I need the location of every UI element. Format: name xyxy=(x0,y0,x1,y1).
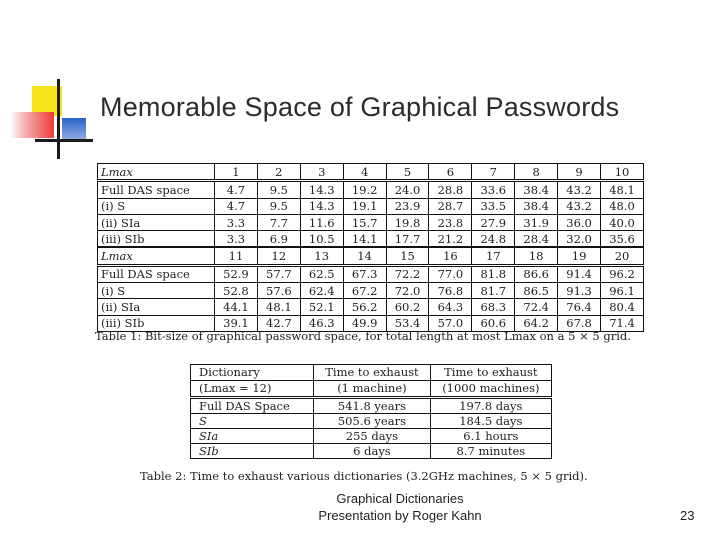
t2-header-1machine-sub: (1 machine) xyxy=(314,381,431,398)
t1-cell: 14.3 xyxy=(300,181,343,198)
t1-cell: 36.0 xyxy=(558,214,601,230)
t1-cell: 19.1 xyxy=(343,198,386,214)
t1-cell: 19.8 xyxy=(386,214,429,230)
table-row xyxy=(98,198,644,214)
page-number: 23 xyxy=(680,508,695,523)
t1-cell: 23.9 xyxy=(386,198,429,214)
table-row xyxy=(98,299,644,315)
t1-cell: 68.3 xyxy=(472,299,515,315)
t1-header-lmax: Lmax xyxy=(98,164,215,181)
t1-cell: 67.2 xyxy=(343,283,386,299)
t1-row-label: Full DAS space xyxy=(98,181,215,198)
t1-cell: 52.9 xyxy=(215,265,258,282)
t2-row-label: SIa xyxy=(191,429,314,444)
t1-cell: 86.5 xyxy=(515,283,558,299)
t1-cell: 38.4 xyxy=(515,181,558,198)
t1-cell: 62.4 xyxy=(300,283,343,299)
t1-cell: 38.4 xyxy=(515,198,558,214)
table-row xyxy=(98,265,644,282)
t1-cell: 72.2 xyxy=(386,265,429,282)
t1-header-length: 18 xyxy=(515,247,558,265)
exhaust-time-table xyxy=(190,364,552,459)
t1-cell: 23.8 xyxy=(429,214,472,230)
t1-header-length: 3 xyxy=(300,164,343,181)
t1-header-length: 14 xyxy=(343,247,386,265)
t2-cell-1machine: 6 days xyxy=(314,444,431,459)
t1-cell: 35.6 xyxy=(601,231,644,248)
t2-cell-1000machines: 197.8 days xyxy=(430,398,551,414)
table-row xyxy=(98,214,644,230)
t1-cell: 76.8 xyxy=(429,283,472,299)
t1-row-label: (ii) SIa xyxy=(98,214,215,230)
table-header-row xyxy=(98,247,644,265)
t1-cell: 60.6 xyxy=(472,315,515,331)
t1-cell: 43.2 xyxy=(558,181,601,198)
t1-cell: 14.3 xyxy=(300,198,343,214)
t1-cell: 21.2 xyxy=(429,231,472,248)
t1-cell: 14.1 xyxy=(343,231,386,248)
t1-header-length: 9 xyxy=(558,164,601,181)
t2-row-label: S xyxy=(191,414,314,429)
t1-cell: 72.4 xyxy=(515,299,558,315)
t1-row-label: (iii) SIb xyxy=(98,231,215,248)
t1-cell: 11.6 xyxy=(300,214,343,230)
t1-cell: 91.4 xyxy=(558,265,601,282)
slide-footer xyxy=(300,490,500,524)
table-row xyxy=(191,414,552,429)
t1-cell: 7.7 xyxy=(257,214,300,230)
table1-caption: Table 1: Bit-size of graphical password space, for total length at most Lmax on a 5 × 5 grid. xyxy=(95,329,631,343)
t1-cell: 24.8 xyxy=(472,231,515,248)
t1-cell: 27.9 xyxy=(472,214,515,230)
t1-header-length: 10 xyxy=(601,164,644,181)
t1-cell: 3.3 xyxy=(215,214,258,230)
t1-cell: 40.0 xyxy=(601,214,644,230)
t1-header-length: 1 xyxy=(215,164,258,181)
t1-cell: 28.8 xyxy=(429,181,472,198)
t1-cell: 57.0 xyxy=(429,315,472,331)
table-row xyxy=(98,231,644,248)
t1-cell: 81.8 xyxy=(472,265,515,282)
t1-cell: 56.2 xyxy=(343,299,386,315)
t1-row-label: (i) S xyxy=(98,198,215,214)
t1-header-length: 11 xyxy=(215,247,258,265)
decor-horizontal-line xyxy=(35,139,93,142)
t2-cell-1000machines: 8.7 minutes xyxy=(430,444,551,459)
t2-header-dictionary: Dictionary xyxy=(191,365,314,381)
table-row xyxy=(98,181,644,198)
t2-cell-1machine: 255 days xyxy=(314,429,431,444)
t1-cell: 57.7 xyxy=(257,265,300,282)
t1-cell: 19.2 xyxy=(343,181,386,198)
table-row xyxy=(98,283,644,299)
t2-header-1000machines-sub: (1000 machines) xyxy=(430,381,551,398)
t1-cell: 31.9 xyxy=(515,214,558,230)
t1-cell: 96.2 xyxy=(601,265,644,282)
t2-row-label: Full DAS Space xyxy=(191,398,314,414)
bit-size-table xyxy=(97,163,644,332)
t1-cell: 64.2 xyxy=(515,315,558,331)
t1-header-length: 15 xyxy=(386,247,429,265)
t1-header-length: 12 xyxy=(257,247,300,265)
t1-row-label: (ii) SIa xyxy=(98,299,215,315)
t1-cell: 28.7 xyxy=(429,198,472,214)
t1-cell: 9.5 xyxy=(257,181,300,198)
decor-red-bar xyxy=(10,112,54,138)
t1-cell: 71.4 xyxy=(601,315,644,331)
t1-cell: 15.7 xyxy=(343,214,386,230)
t1-header-length: 17 xyxy=(472,247,515,265)
decor-vertical-line xyxy=(57,79,60,159)
t1-cell: 43.2 xyxy=(558,198,601,214)
t2-cell-1000machines: 6.1 hours xyxy=(430,429,551,444)
t1-header-length: 20 xyxy=(601,247,644,265)
t1-header-length: 7 xyxy=(472,164,515,181)
t1-cell: 67.8 xyxy=(558,315,601,331)
t1-row-label: Full DAS space xyxy=(98,265,215,282)
t2-header-1machine: Time to exhaust xyxy=(314,365,431,381)
slide-title: Memorable Space of Graphical Passwords xyxy=(100,92,620,122)
t1-header-length: 2 xyxy=(257,164,300,181)
t1-cell: 33.6 xyxy=(472,181,515,198)
table-row xyxy=(191,444,552,459)
footer-line-1: Graphical Dictionaries xyxy=(336,491,464,506)
t1-header-lmax: Lmax xyxy=(98,247,215,265)
t1-cell: 10.5 xyxy=(300,231,343,248)
t2-row-label: SIb xyxy=(191,444,314,459)
t1-cell: 60.2 xyxy=(386,299,429,315)
t1-row-label: (iii) SIb xyxy=(98,315,215,331)
t1-cell: 81.7 xyxy=(472,283,515,299)
t1-cell: 4.7 xyxy=(215,198,258,214)
t1-cell: 52.8 xyxy=(215,283,258,299)
t1-header-length: 19 xyxy=(558,247,601,265)
table2-caption: Table 2: Time to exhaust various dictionaries (3.2GHz machines, 5 × 5 grid). xyxy=(140,469,588,483)
t1-cell: 28.4 xyxy=(515,231,558,248)
table-header-row xyxy=(98,164,644,181)
t1-cell: 52.1 xyxy=(300,299,343,315)
t1-cell: 17.7 xyxy=(386,231,429,248)
t1-cell: 77.0 xyxy=(429,265,472,282)
t1-cell: 9.5 xyxy=(257,198,300,214)
t2-header-lmax: (Lmax = 12) xyxy=(191,381,314,398)
t2-header-1000machines: Time to exhaust xyxy=(430,365,551,381)
t1-cell: 80.4 xyxy=(601,299,644,315)
t1-cell: 91.3 xyxy=(558,283,601,299)
t1-cell: 72.0 xyxy=(386,283,429,299)
t2-cell-1000machines: 184.5 days xyxy=(430,414,551,429)
t1-cell: 3.3 xyxy=(215,231,258,248)
t1-header-length: 6 xyxy=(429,164,472,181)
t1-cell: 67.3 xyxy=(343,265,386,282)
t1-cell: 64.3 xyxy=(429,299,472,315)
t1-cell: 32.0 xyxy=(558,231,601,248)
t1-header-length: 16 xyxy=(429,247,472,265)
t1-cell: 6.9 xyxy=(257,231,300,248)
t1-cell: 86.6 xyxy=(515,265,558,282)
table-row xyxy=(191,398,552,414)
t1-cell: 48.1 xyxy=(601,181,644,198)
t1-cell: 24.0 xyxy=(386,181,429,198)
t1-header-length: 13 xyxy=(300,247,343,265)
t1-cell: 49.9 xyxy=(343,315,386,331)
t1-header-length: 5 xyxy=(386,164,429,181)
t2-cell-1machine: 541.8 years xyxy=(314,398,431,414)
t1-cell: 48.1 xyxy=(257,299,300,315)
t1-cell: 39.1 xyxy=(215,315,258,331)
t2-cell-1machine: 505.6 years xyxy=(314,414,431,429)
t1-cell: 42.7 xyxy=(257,315,300,331)
t1-header-length: 4 xyxy=(343,164,386,181)
t1-cell: 48.0 xyxy=(601,198,644,214)
t1-row-label: (i) S xyxy=(98,283,215,299)
t1-cell: 44.1 xyxy=(215,299,258,315)
footer-line-2: Presentation by Roger Kahn xyxy=(318,508,482,523)
t1-cell: 76.4 xyxy=(558,299,601,315)
t1-header-length: 8 xyxy=(515,164,558,181)
table-row xyxy=(191,429,552,444)
t1-cell: 33.5 xyxy=(472,198,515,214)
t1-cell: 62.5 xyxy=(300,265,343,282)
t1-cell: 4.7 xyxy=(215,181,258,198)
t1-cell: 57.6 xyxy=(257,283,300,299)
t1-cell: 96.1 xyxy=(601,283,644,299)
t1-cell: 53.4 xyxy=(386,315,429,331)
t1-cell: 46.3 xyxy=(300,315,343,331)
